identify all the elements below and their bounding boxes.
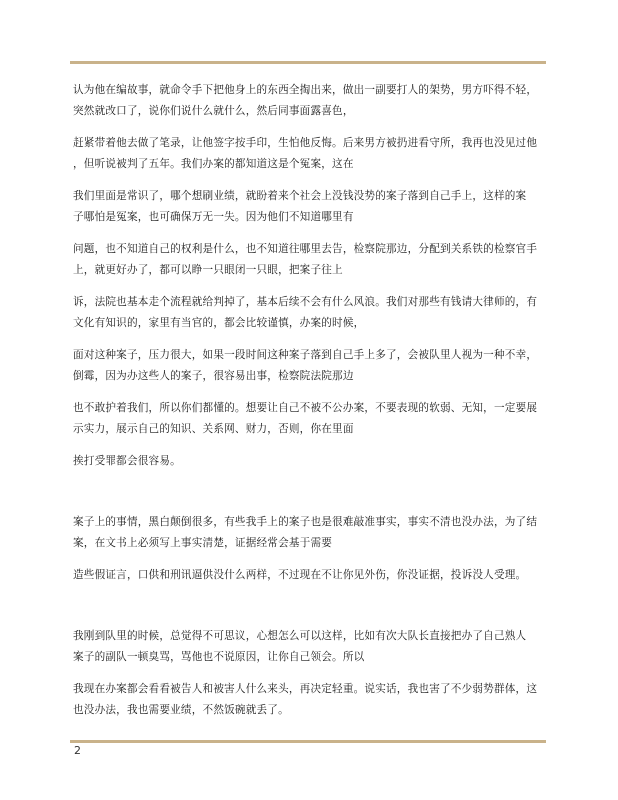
- paragraph: 也不敢护着我们，所以你们都懂的。想要让自己不被不公办案，不要表现的软弱、无知，一定要展 示实力，展示自己的知识、关系网、财力，否则，你在里面: [73, 402, 538, 435]
- paragraph: 赶紧带着他去做了笔录，让他签字按手印，生怕他反悔。后来男方被扔进看守所，我再也没见过他 ，但听说被判了五年。我们办案的都知道这是个冤案，这在: [73, 137, 538, 170]
- document-body: [73, 80, 551, 721]
- paragraph: 挨打受罪都会很容易。: [73, 455, 181, 467]
- paragraph: 问题，也不知道自己的权利是什么，也不知道往哪里去告，检察院那边，分配到关系铁的检察官手 上，就更好办了，都可以睁一只眼闭一只眼，把案子往上: [73, 243, 538, 276]
- paragraph: 案子上的事情，黑白颠倒很多，有些我手上的案子也是很难敲准事实，事实不清也没办法，为了结 案，在文书上必须写上事实清楚，证据经常会基于需要: [73, 516, 538, 549]
- footer-rule: [70, 740, 546, 743]
- paragraph: 我们里面是常识了，哪个想刷业绩，就盼着来个社会上没钱没势的案子落到自己手上，这样的案 子哪怕是冤案，也可确保万无一失。因为他们不知道哪里有: [73, 190, 527, 223]
- paragraph: 诉，法院也基本走个流程就给判掉了，基本后续不会有什么风浪。我们对那些有钱请大律师的，有 文化有知识的，家里有当官的，都会比较谨慎，办案的时候，: [73, 296, 538, 329]
- page-number: 2: [74, 744, 81, 757]
- paragraph: 我刚到队里的时候，总觉得不可思议，心想怎么可以这样，比如有次大队长直接把办了自己熟人 案子的副队一顿臭骂，骂他也不说原因，让你自己领会。所以: [73, 630, 527, 663]
- paragraph: 我现在办案都会看看被告人和被害人什么来头，再决定轻重。说实话，我也害了不少弱势群体，这 也没办法，我也需要业绩，不然饭碗就丢了。: [73, 683, 538, 716]
- paragraph: 造些假证言，口供和刑讯逼供没什么两样，不过现在不让你见外伤，你没证据，投诉没人受理。: [73, 569, 527, 581]
- header-rule: [70, 61, 546, 64]
- paragraph: 认为他在编故事，就命令手下把他身上的东西全掏出来，做出一副要打人的架势，男方吓得不轻， 突然就改口了，说你们说什么就什么，然后同事面露喜色，: [73, 84, 538, 117]
- paragraph: 面对这种案子，压力很大，如果一段时间这种案子落到自己手上多了，会被队里人视为一种不幸， 倒霉，因为办这些人的案子，很容易出事，检察院法院那边: [73, 349, 538, 382]
